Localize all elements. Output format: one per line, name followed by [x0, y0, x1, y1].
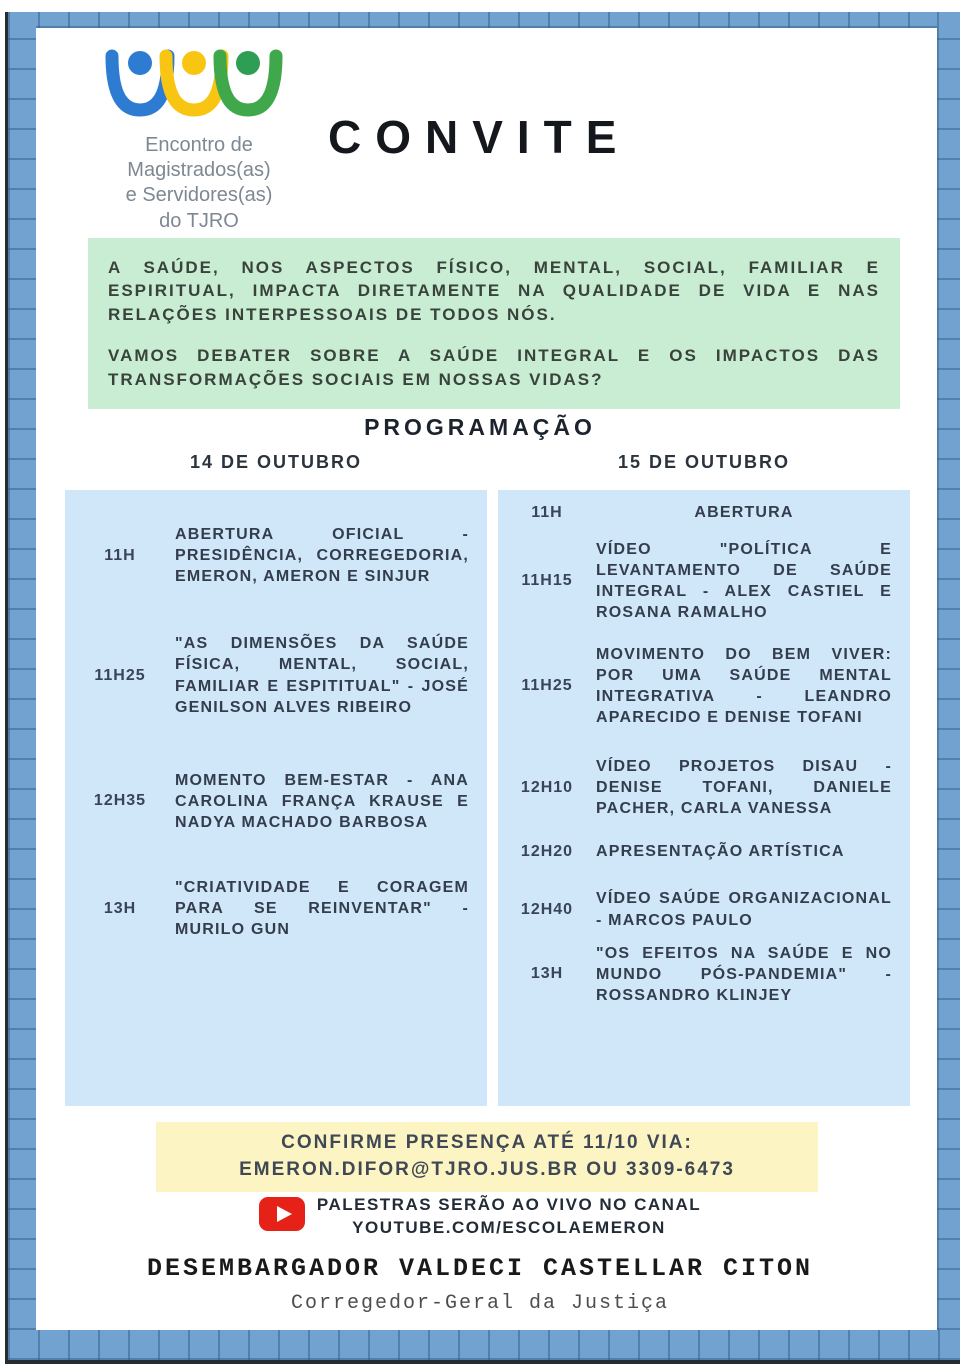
schedule-panel-day2 — [498, 490, 910, 1106]
schedule-item — [498, 756, 910, 819]
frame-edge-line-left — [5, 12, 8, 1362]
schedule-desc: VÍDEO "POLÍTICA E LEVANTAMENTO DE SAÚDE INTEGRAL - ALEX CASTIEL E ROSANA RAMALHO — [596, 541, 892, 622]
event-logo — [92, 44, 306, 234]
schedule-time: 11H — [531, 503, 563, 521]
schedule-time: 11H15 — [521, 572, 573, 590]
intro-box — [88, 238, 900, 409]
frame-border-right — [937, 12, 960, 1360]
schedule-time: 11H25 — [521, 676, 573, 694]
page-title: CONVITE — [328, 111, 631, 163]
schedule-desc: "CRIATIVIDADE E CORAGEM PARA SE REINVENTAR" - MURILO GUN — [175, 879, 469, 939]
youtube-banner — [0, 1194, 960, 1240]
youtube-line-1: PALESTRAS SERÃO AO VIVO NO CANAL — [316, 1195, 702, 1214]
schedule-time: 12H20 — [520, 842, 574, 860]
day-header-14: 14 DE OUTUBRO — [189, 452, 363, 472]
youtube-text — [317, 1194, 701, 1240]
schedule-time: 11H25 — [94, 666, 146, 684]
schedule-item — [498, 888, 910, 930]
rsvp-line-2: EMERON.DIFOR@TJRO.JUS.BR OU 3309-6473 — [239, 1158, 735, 1180]
schedule-item — [498, 841, 910, 862]
schedule-panel-day1 — [65, 490, 487, 1106]
frame-border-top — [8, 12, 960, 28]
frame-border-bottom — [8, 1330, 960, 1360]
schedule-desc: "OS EFEITOS NA SAÚDE E NO MUNDO PÓS-PANDEMIA" - ROSSANDRO KLINJEY — [596, 944, 892, 1004]
schedule-item — [65, 770, 487, 833]
intro-paragraph-1: A SAÚDE, NOS ASPECTOS FÍSICO, MENTAL, SOCIAL, FAMILIAR E ESPIRITUAL, IMPACTA DIRETAMENTE NA QUALIDADE DE VIDA E NAS RELAÇÕES INTERPESSOAIS DE TODOS NÓS. — [108, 258, 880, 324]
schedule-desc: APRESENTAÇÃO ARTÍSTICA — [596, 843, 845, 861]
schedule-time: 11H — [104, 546, 136, 564]
signature-role: Corregedor-Geral da Justiça — [290, 1292, 670, 1315]
signature-name: DESEMBARGADOR VALDECI CASTELLAR CITON — [146, 1254, 814, 1283]
schedule-item — [65, 524, 487, 587]
schedule-desc: MOMENTO BEM-ESTAR - ANA CAROLINA FRANÇA KRAUSE E NADYA MACHADO BARBOSA — [175, 771, 469, 831]
schedule-item — [498, 644, 910, 728]
logo-caption-line: do TJRO — [159, 209, 239, 232]
day-header-15: 15 DE OUTUBRO — [617, 452, 791, 472]
logo-caption-line: Encontro de — [145, 134, 253, 156]
schedule-desc: ABERTURA OFICIAL - PRESIDÊNCIA, CORREGEDORIA, EMERON, AMERON E SINJUR — [175, 526, 469, 586]
schedule-item — [65, 877, 487, 940]
schedule-desc: VÍDEO SAÚDE ORGANIZACIONAL - MARCOS PAULO — [596, 890, 892, 929]
logo-caption-line: e Servidores(as) — [125, 184, 273, 207]
rsvp-line-1: CONFIRME PRESENÇA ATÉ 11/10 VIA: — [281, 1132, 693, 1153]
schedule-time: 12H40 — [520, 900, 574, 918]
schedule-time: 12H10 — [520, 778, 574, 796]
youtube-line-2: YOUTUBE.COM/ESCOLAEMERON — [352, 1217, 666, 1237]
schedule-desc: VÍDEO PROJETOS DISAU - DENISE TOFANI, DANIELE PACHER, CARLA VANESSA — [596, 757, 892, 818]
schedule-time: 13H — [530, 965, 564, 983]
youtube-play-icon — [259, 1197, 305, 1236]
logo-people-icon — [104, 111, 294, 128]
program-heading: PROGRAMAÇÃO — [364, 414, 596, 440]
frame-edge-line-bottom — [5, 1360, 960, 1364]
logo-caption — [92, 133, 306, 234]
schedule-desc: "AS DIMENSÕES DA SAÚDE FÍSICA, MENTAL, SOCIAL, FAMILIAR E ESPITITUAL" - JOSÉ GENILSON ALVES RIBEIRO — [175, 635, 469, 716]
rsvp-box — [156, 1122, 818, 1192]
logo-caption-line: Magistrados(as) — [127, 159, 271, 182]
schedule-item — [498, 943, 910, 1006]
schedule-item — [65, 633, 487, 717]
schedule-item — [498, 502, 910, 523]
schedule-time: 12H35 — [93, 792, 147, 810]
intro-paragraph-2: VAMOS DEBATER SOBRE A SAÚDE INTEGRAL E OS IMPACTOS DAS TRANSFORMAÇÕES SOCIAIS EM NOSSAS VIDAS? — [108, 346, 880, 389]
schedule-desc: ABERTURA — [694, 504, 794, 521]
schedule-time: 13H — [103, 899, 137, 917]
schedule-desc: MOVIMENTO DO BEM VIVER: POR UMA SAÚDE MENTAL INTEGRATIVA - LEANDRO APARECIDO E DENISE TOFANI — [596, 645, 892, 726]
frame-border-left — [8, 12, 36, 1360]
schedule-item — [498, 539, 910, 623]
